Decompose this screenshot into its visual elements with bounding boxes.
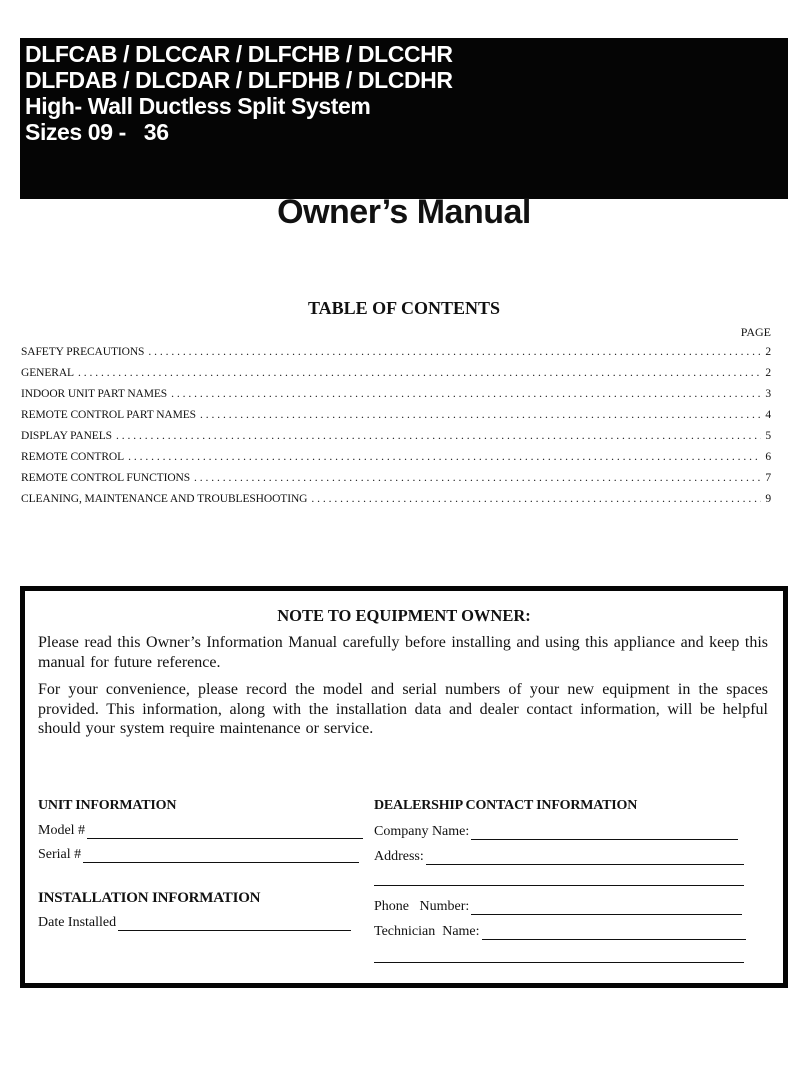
model-number-field[interactable]: [38, 823, 363, 839]
toc-entry-page: 2: [765, 367, 771, 379]
toc-entry-page: 4: [765, 409, 771, 421]
toc-entry-label: CLEANING, MAINTENANCE AND TROUBLESHOOTING: [21, 493, 308, 505]
note-paragraph-1: Please read this Owner’s Information Manual carefully before installing and using this appliance and keep this manual for future reference.: [38, 634, 768, 671]
toc-entry-label: REMOTE CONTROL: [21, 451, 125, 463]
header-line-models-2: DLFDAB / DLCDAR / DLFDHB / DLCDHR: [25, 67, 453, 93]
toc-entry-page: 3: [765, 388, 771, 400]
toc-leader-dots: [148, 346, 761, 358]
model-number-label: Model #: [38, 823, 86, 838]
toc-entry-label: GENERAL: [21, 367, 74, 379]
toc-entry-page: 5: [765, 430, 771, 442]
company-name-line[interactable]: [471, 825, 738, 840]
date-installed-field[interactable]: [38, 915, 351, 931]
header-line-models-1: DLFCAB / DLCCAR / DLFCHB / DLCCHR: [25, 41, 453, 67]
header-bar: [20, 38, 788, 199]
header-line-sizes: Sizes 09 - 36: [25, 119, 169, 145]
toc-entry-page: 9: [765, 493, 771, 505]
company-name-label: Company Name:: [374, 824, 470, 839]
toc-entry-label: REMOTE CONTROL PART NAMES: [21, 409, 196, 421]
phone-number-field[interactable]: [374, 899, 742, 915]
note-heading: NOTE TO EQUIPMENT OWNER:: [277, 606, 531, 625]
toc-entry-label: DISPLAY PANELS: [21, 430, 112, 442]
technician-name-field[interactable]: [374, 924, 746, 940]
date-installed-line[interactable]: [118, 916, 351, 931]
toc-entry-page: 7: [765, 472, 771, 484]
toc-entry[interactable]: [21, 451, 771, 472]
date-installed-label: Date Installed: [38, 915, 117, 930]
toc-entry[interactable]: [21, 367, 771, 388]
owner-note-box: [20, 586, 788, 988]
note-paragraph-2: For your convenience, please record the model and serial numbers of your new equipment in the spaces provided. This information, along with the installation data and dealer contact information, will be helpful should your system require maintenance or service.: [38, 681, 768, 737]
toc-entry[interactable]: [21, 409, 771, 430]
toc-entry[interactable]: [21, 430, 771, 451]
toc-leader-dots: [194, 472, 761, 484]
serial-number-line[interactable]: [83, 848, 359, 863]
toc-list: [21, 346, 771, 514]
unit-info-heading: UNIT INFORMATION: [38, 798, 177, 813]
toc-entry-label: SAFETY PRECAUTIONS: [21, 346, 145, 358]
address-line[interactable]: [426, 850, 744, 865]
model-number-line[interactable]: [87, 824, 363, 839]
toc-leader-dots: [116, 430, 761, 442]
address-line-2[interactable]: [374, 885, 744, 886]
toc-leader-dots: [78, 367, 761, 379]
address-field[interactable]: [374, 849, 744, 865]
installation-info-heading: INSTALLATION INFORMATION: [38, 890, 261, 906]
technician-name-line[interactable]: [482, 925, 746, 940]
toc-entry-page: 2: [765, 346, 771, 358]
toc-entry-page: 6: [765, 451, 771, 463]
company-name-field[interactable]: [374, 824, 738, 840]
toc-entry-label: REMOTE CONTROL FUNCTIONS: [21, 472, 191, 484]
phone-number-line[interactable]: [471, 900, 742, 915]
toc-leader-dots: [171, 388, 761, 400]
dealership-info-heading: DEALERSHIP CONTACT INFORMATION: [374, 798, 638, 813]
technician-name-label: Technician Name:: [374, 924, 480, 939]
toc-entry[interactable]: [21, 388, 771, 409]
toc-heading: TABLE OF CONTENTS: [307, 298, 501, 318]
toc-leader-dots: [200, 409, 761, 421]
serial-number-field[interactable]: [38, 847, 359, 863]
toc-entry[interactable]: [21, 346, 771, 367]
header-line-product: High- Wall Ductless Split System: [25, 93, 371, 119]
toc-leader-dots: [311, 493, 761, 505]
toc-page-label: PAGE: [740, 325, 771, 339]
serial-number-label: Serial #: [38, 847, 82, 862]
technician-line-2[interactable]: [374, 962, 744, 963]
address-label: Address:: [374, 849, 424, 864]
toc-entry[interactable]: [21, 472, 771, 493]
page-title: Owner’s Manual: [277, 193, 531, 231]
toc-entry-label: INDOOR UNIT PART NAMES: [21, 388, 168, 400]
phone-number-label: Phone Number:: [374, 899, 470, 914]
toc-entry[interactable]: [21, 493, 771, 514]
toc-leader-dots: [128, 451, 761, 463]
